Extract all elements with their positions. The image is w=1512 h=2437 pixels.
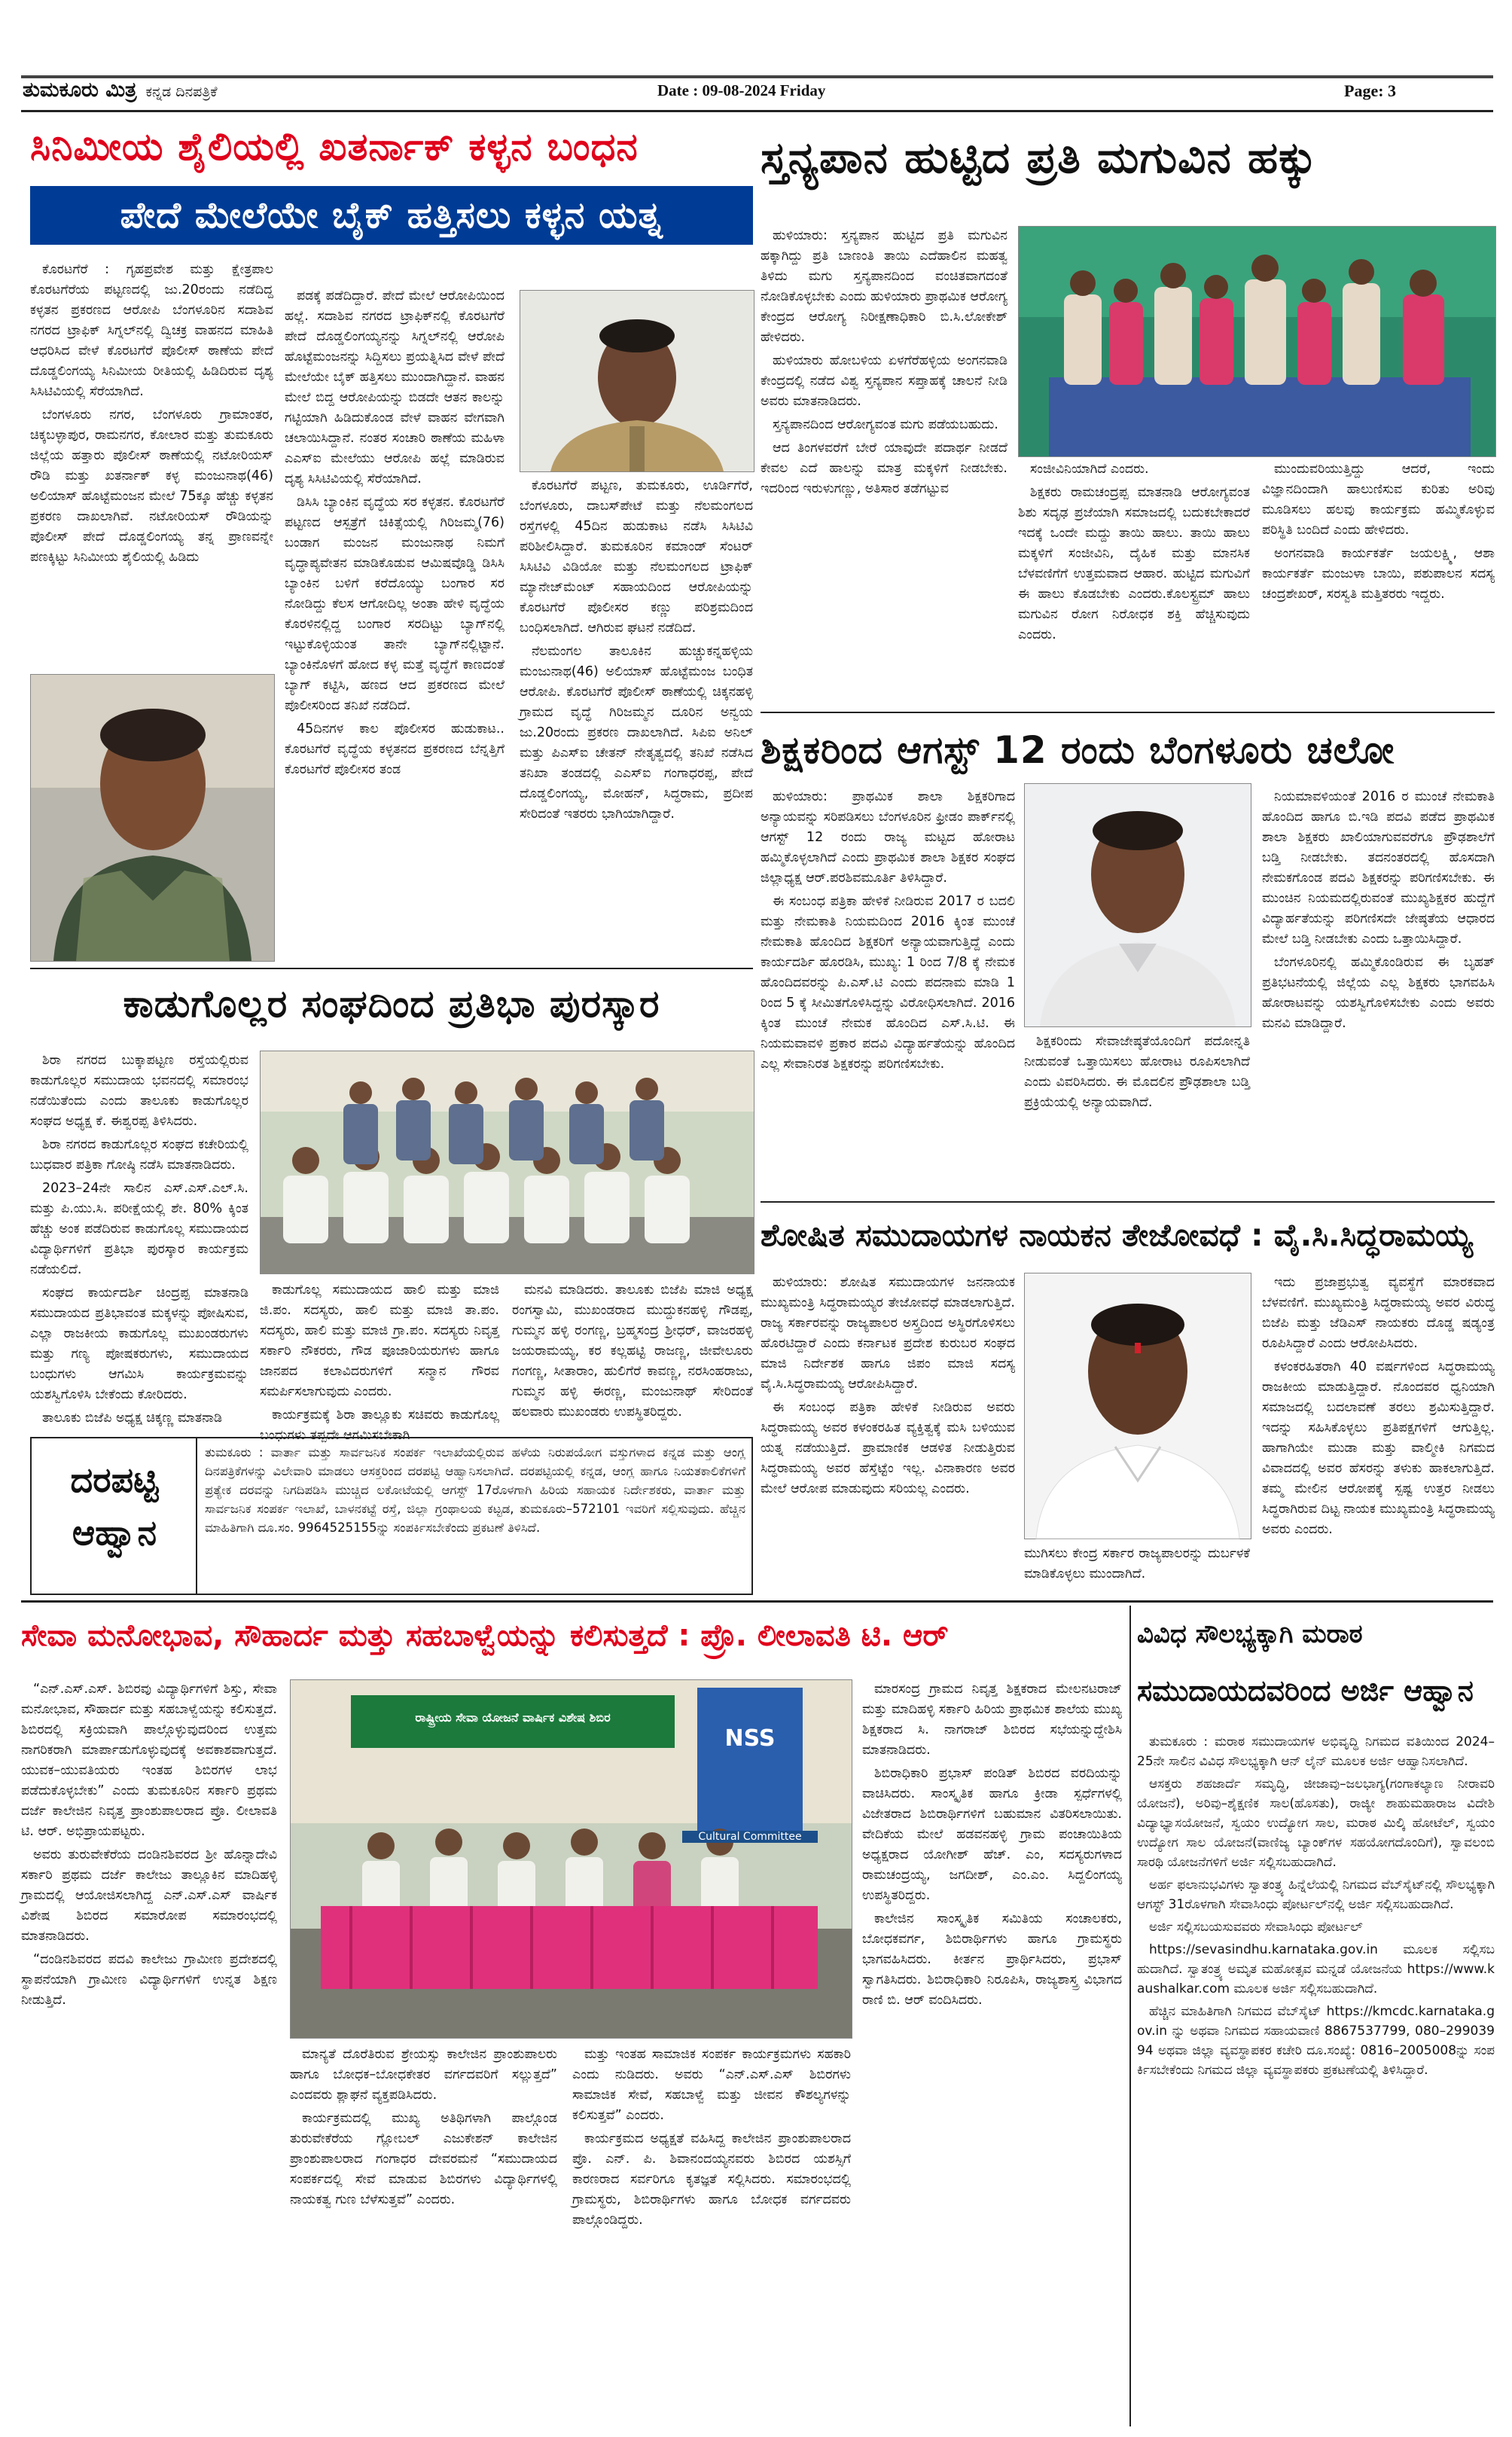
nss-poster-text: NSS: [724, 1725, 776, 1752]
article-breastfeeding-col3: ಮುಂದುವರಿಯುತ್ತಿದ್ದು ಆದರೆ, ಇಂದು ವಿಜ್ಞಾನದಿಂದಾಗಿ ಹಾಲುಣಿಸುವ ಕುರಿತು ಅರಿವು ಮೂಡಿಸಲು ಹಲವು ಕಾರ್ಯಕ್ರಮ ಹಮ್ಮಿಕೊಳ್ಳುವ ಪರಿಸ್ಥಿತಿ ಬಂದಿದೆ ಎಂದು ಹೇಳಿದರು. ಅಂಗನವಾಡಿ ಕಾರ್ಯಕರ್ತೆ ಜಯಲಕ್ಷ್ಮಿ, ಆಶಾ ಕಾರ್ಯಕರ್ತೆ ಮಂಜುಳಾ ಬಾಯಿ, ಪಶುಪಾಲನ ಸದಸ್ಯ ಚಂದ್ರಶೇಖರ್, ಸರಸ್ವತಿ ಮತ್ತಿತರರು ಇದ್ದರು.: [1262, 462, 1495, 602]
article-siddaramaiah-col1: ಹುಳಿಯಾರು: ಶೋಷಿತ ಸಮುದಾಯಗಳ ಜನನಾಯಕ ಮುಖ್ಯಮಂತ್ರಿ ಸಿದ್ಧರಾಮಯ್ಯರ ತೇಜೋವಧೆ ಮಾಡಲಾಗುತ್ತಿದೆ. ರಾಜ್ಯ ಸರ್ಕಾರವನ್ನು ರಾಜ್ಯಪಾಲರ ಅಸ್ತ್ರದಿಂದ ಅಸ್ಥಿರಗೊಳಿಸಲು ಹೊರಟಿದ್ದಾರೆ ಎಂದು ಕರ್ನಾಟಕ ಪ್ರದೇಶ ಕುರುಬರ ಸಂಘದ ಮಾಜಿ ನಿರ್ದೇಶಕ ಹಾಗೂ ಜಿಪಂ ಮಾಜಿ ಸದಸ್ಯ ವೈ.ಸಿ.ಸಿದ್ಧರಾಮಯ್ಯ ಆರೋಪಿಸಿದ್ದಾರೆ. ಈ ಸಂಬಂಧ ಪತ್ರಿಕಾ ಹೇಳಿಕೆ ನೀಡಿರುವ ಅವರು ಸಿದ್ಧರಾಮಯ್ಯ ಅವರ ಕಳಂಕರಹಿತ ವ್ಯಕ್ತಿತ್ವಕ್ಕೆ ಮಸಿ ಬಳಿಯುವ ಯತ್ನ ನಡೆಯುತ್ತಿದೆ. ಪ್ರಾಮಾಣಿಕ ಆಡಳಿತ ನೀಡುತ್ತಿರುವ ಸಿದ್ಧರಾಮಯ್ಯ ಅವರ ಹೆಸ್ತೆಟ್ಟೆಂ ಇಲ್ಲ. ವಿನಾಕಾರಣ ಅವರ ಮೇಲೆ ಆರೋಪ ಮಾಡುವುದು ಸರಿಯಲ್ಲ ಎಂದರು.: [761, 1275, 1015, 1496]
photo-caption-siddaramaiah: ಮುಗಿಸಲು ಕೇಂದ್ರ ಸರ್ಕಾರ ರಾಜ್ಯಪಾಲರನ್ನು ದುರ್ಬಳಕೆ ಮಾಡಿಕೊಳ್ಳಲು ಮುಂದಾಗಿದೆ.: [1024, 1546, 1250, 1581]
notice-text: ತುಮಕೂರು : ವಾರ್ತಾ ಮತ್ತು ಸಾರ್ವಜನಿಕ ಸಂಪರ್ಕ ಇಲಾಖೆಯಲ್ಲಿರುವ ಹಳೆಯ ನಿರುಪಯೋಗ ವಸ್ತುಗಳಾದ ಕನ್ನಡ ಮತ್ತು ಆಂಗ್ಲ ದಿನಪತ್ರಿಕೆಗಳನ್ನು ವಿಲೇವಾರಿ ಮಾಡಲು ಆಸಕ್ತರಿಂದ ದರಪಟ್ಟಿ ಆಹ್ವಾನಿಸಲಾಗಿದೆ. ದರಪಟ್ಟಿಯಲ್ಲಿ ಕನ್ನಡ, ಆಂಗ್ಲ ಹಾಗೂ ನಿಯತಕಾಲಿಕೆಗಳಿಗೆ ಪ್ರತ್ಯೇಕ ದರವನ್ನು ನಿಗದಿಪಡಿಸಿ ಮುಚ್ಚಿದ ಲಕೋಟೆಯಲ್ಲಿ ಆಗಸ್ಟ್ 17ರೊಳಗಾಗಿ ಹಿರಿಯ ಸಹಾಯಕ ನಿರ್ದೇಶಕರು, ವಾರ್ತಾ ಮತ್ತು ಸಾರ್ವಜನಿಕ ಸಂಪರ್ಕ ಇಲಾಖೆ, ಬಾಳನಕಟ್ಟೆ ರಸ್ತೆ, ಜಿಲ್ಲಾ ಗ್ರಂಥಾಲಯ ಕಟ್ಟಡ, ತುಮಕೂರು–572101 ಇವರಿಗೆ ಸಲ್ಲಿಸುವುದು. ಹೆಚ್ಚಿನ ಮಾಹಿತಿಗಾಗಿ ದೂ.ಸಂ. 9964525155ನ್ನು ಸಂಪರ್ಕಿಸಬೇಕೆಂದು ಪ್ರಕಟಣೆ ತಿಳಿಸಿದೆ.: [205, 1445, 745, 1535]
masthead-title: ತುಮಕೂರು ಮಿತ್ರ: [23, 78, 137, 102]
article-kadugolla-col2: ಕಾಡುಗೊಲ್ಲ ಸಮುದಾಯದ ಹಾಲಿ ಮತ್ತು ಮಾಜಿ ಜಿ.ಪಂ. ಸದಸ್ಯರು, ಹಾಲಿ ಮತ್ತು ಮಾಜಿ ತಾ.ಪಂ. ಸದಸ್ಯರು, ಹಾಲಿ ಮತ್ತು ಮಾಜಿ ಗ್ರಾ.ಪಂ. ಸದಸ್ಯರು ನಿವೃತ್ತ ಸರ್ಕಾರಿ ನೌಕರರು, ಗೌಡ ಪೂಜಾರಿಯರುಗಳು ಹಾಗೂ ಜಾನಪದ ಕಲಾವಿದರುಗಳಿಗೆ ಸನ್ಮಾನ ಗೌರವ ಸಮರ್ಪಿಸಲಾಗುವುದು ಎಂದರು. ಕಾರ್ಯಕ್ರಮಕ್ಕೆ ಶಿರಾ ತಾಲ್ಲೂಕು ಸಚಿವರು ಕಾಡುಗೊಲ್ಲ ಬಂಧುಗಳು ತಪ್ಪದೇ ಆಗಮಿಸಬೇಕಾಗಿ: [260, 1283, 499, 1443]
headline-maratha-line1: ವಿವಿಧ ಸೌಲಭ್ಯಕ್ಕಾಗಿ ಮರಾಠ: [1137, 1619, 1363, 1649]
article-nss-col4: ಮಾರಸಂದ್ರ ಗ್ರಾಮದ ನಿವೃತ್ತ ಶಿಕ್ಷಕರಾದ ಮೇಲನಟರಾಜ್ ಮತ್ತು ಮಾದಿಹಳ್ಳಿ ಸರ್ಕಾರಿ ಹಿರಿಯ ಪ್ರಾಥಮಿಕ ಶಾಲೆಯ ಮುಖ್ಯ ಶಿಕ್ಷಕರಾದ ಸಿ. ನಾಗರಾಜ್ ಶಿಬಿರದ ಸಭೆಯನ್ನುದ್ದೇಶಿಸಿ ಮಾತನಾಡಿದರು. ಶಿಬಿರಾಧಿಕಾರಿ ಪ್ರಭಾಸ್ ಪಂಡಿತ್ ಶಿಬಿರದ ವರದಿಯನ್ನು ವಾಚಿಸಿದರು. ಸಾಂಸ್ಕೃತಿಕ ಹಾಗೂ ಕ್ರೀಡಾ ಸ್ಪರ್ಧೆಗಳಲ್ಲಿ ವಿಜೇತರಾದ ಶಿಬಿರಾರ್ಥಿಗಳಿಗೆ ಬಹುಮಾನ ವಿತರಿಸಲಾಯಿತು. ವೇದಿಕೆಯ ಮೇಲೆ ಹಡವನಹಳ್ಳಿ ಗ್ರಾಮ ಪಂಚಾಯಿತಿಯ ಅಧ್ಯಕ್ಷರಾದ ಯೋಗೀಶ್ ಹೆಚ್. ಎಂ, ಸದಸ್ಯರುಗಳಾದ ರಾಮಚಂದ್ರಯ್ಯ, ಜಗದೀಶ್, ಎಂ.ಎಂ. ಸಿದ್ದಲಿಂಗಯ್ಯ ಉಪಸ್ಥಿತರಿದ್ದರು. ಕಾಲೇಜಿನ ಸಾಂಸ್ಕೃತಿಕ ಸಮಿತಿಯ ಸಂಚಾಲಕರು, ಬೋಧಕವರ್ಗ, ಶಿಬಿರಾರ್ಥಿಗಳು ಹಾಗೂ ಗ್ರಾಮಸ್ಥರು ಭಾಗವಹಿಸಿದರು. ಕೀರ್ತನ ಪ್ರಾರ್ಥಿಸಿದರು, ಪ್ರಭಾಸ್ ಸ್ವಾಗತಿಸಿದರು. ಶಿಬಿರಾಧಿಕಾರಿ ನಿರೂಪಿಸಿ, ರಾಜ್ಯಶಾಸ್ತ್ರ ವಿಭಾಗದ ರಾಣಿ ಬಿ. ಆರ್ ವಂದಿಸಿದರು.: [862, 1682, 1122, 2008]
photo-accused-manjunath: [30, 674, 275, 962]
subheadline-thief-bike: ಪೇದೆ ಮೇಲೆಯೇ ಬೈಕ್ ಹತ್ತಿಸಲು ಕಳ್ಳನ ಯತ್ನ: [120, 194, 663, 236]
headline-kadugolla-award: ಕಾಡುಗೊಲ್ಲರ ಸಂಘದಿಂದ ಪ್ರತಿಭಾ ಪುರಸ್ಕಾರ: [123, 982, 660, 1026]
article-teachers-col3: ನಿಯಮಾವಳಿಯಂತೆ 2016 ರ ಮುಂಚೆ ನೇಮಕಾತಿ ಹೊಂದಿದ ಹಾಗೂ ಬಿ.ಇಡಿ ಪದವಿ ಪಡೆದ ಪ್ರಾಥಮಿಕ ಶಾಲಾ ಶಿಕ್ಷಕರು ಖಾಲಿಯಾಗುವವರೆಗೂ ಪ್ರೌಢಶಾಲೆಗೆ ಬಡ್ತಿ ನೀಡಬೇಕು. ತದನಂತರದಲ್ಲಿ ಹೊಸದಾಗಿ ನೇಮಕಗೊಂಡ ಪದವಿ ಶಿಕ್ಷಕರನ್ನು ಪರಿಗಣಿಸಬೇಕು. ಈ ಮುಂಚಿನ ನಿಯಮದಲ್ಲಿರುವಂತೆ ಮುಖ್ಯಶಿಕ್ಷಕರ ಹುದ್ದೆಗೆ ವಿದ್ಯಾರ್ಹತೆಯನ್ನು ಪರಿಗಣಿಸದೇ ಜೇಷ್ಠತೆಯ ಆಧಾರದ ಮೇಲೆ ಬಡ್ತಿ ನೀಡಬೇಕು ಎಂದು ಒತ್ತಾಯಿಸಿದ್ದಾರೆ. ಬೆಂಗಳೂರಿನಲ್ಲಿ ಹಮ್ಮಿಕೊಂಡಿರುವ ಈ ಬೃಹತ್ ಪ್ರತಿಭಟನೆಯಲ್ಲಿ ಜಿಲ್ಲೆಯ ಎಲ್ಲ ಶಿಕ್ಷಕರು ಭಾಗವಹಿಸಿ ಹೋರಾಟವನ್ನು ಯಶಸ್ವಿಗೊಳಿಸಬೇಕು ಎಂದು ಅವರು ಮನವಿ ಮಾಡಿದ್ದಾರೆ.: [1262, 789, 1495, 1031]
article-nss-col1: “ಎನ್.ಎಸ್.ಎಸ್. ಶಿಬಿರವು ವಿದ್ಯಾರ್ಥಿಗಳಿಗೆ ಶಿಸ್ತು, ಸೇವಾ ಮನೋಭಾವ, ಸೌಹಾರ್ದ ಮತ್ತು ಸಹಬಾಳ್ವೆಯನ್ನು ಕಲಿಸುತ್ತದೆ. ಶಿಬಿರದಲ್ಲಿ ಸಕ್ರಿಯವಾಗಿ ಪಾಲ್ಗೊಳ್ಳುವುದರಿಂದ ಉತ್ತಮ ನಾಗರಿಕರಾಗಿ ಮಾರ್ಪಾಡುಗೊಳ್ಳುವುದಕ್ಕೆ ಅವಕಾಶವಾಗುತ್ತದೆ. ಯುವಕ–ಯುವತಿಯರು ಇಂತಹ ಶಿಬಿರಗಳ ಲಾಭ ಪಡೆದುಕೊಳ್ಳಬೇಕು” ಎಂದು ತುಮಕೂರಿನ ಸರ್ಕಾರಿ ಪ್ರಥಮ ದರ್ಜೆ ಕಾಲೇಜಿನ ನಿವೃತ್ತ ಪ್ರಾಂಶುಪಾಲರಾದ ಪ್ರೊ. ಲೀಲಾವತಿ ಟಿ. ಆರ್. ಅಭಿಪ್ರಾಯಪಟ್ಟರು. ಅವರು ತುರುವೇಕೆರೆಯ ದಂಡಿನಶಿವರದ ಶ್ರೀ ಹೊನ್ನಾದೇವಿ ಸರ್ಕಾರಿ ಪ್ರಥಮ ದರ್ಜೆ ಕಾಲೇಜು ತಾಲ್ಲೂಕಿನ ಮಾದಿಹಳ್ಳಿ ಗ್ರಾಮದಲ್ಲಿ ಆಯೋಜಿಸಲಾಗಿದ್ದ ಎನ್.ಎಸ್.ಎಸ್ ವಾರ್ಷಿಕ ವಿಶೇಷ ಶಿಬಿರದ ಸಮಾರೋಪ ಸಮಾರಂಭದಲ್ಲಿ ಮಾತನಾಡಿದರು. “ದಂಡಿನಶಿವರದ ಪದವಿ ಕಾಲೇಜು ಗ್ರಾಮೀಣ ಪ್ರದೇಶದಲ್ಲಿ ಸ್ಥಾಪನೆಯಾಗಿ ಗ್ರಾಮೀಣ ವಿದ್ಯಾರ್ಥಿಗಳಿಗೆ ಉನ್ನತ ಶಿಕ್ಷಣ ನೀಡುತ್ತಿದೆ.: [21, 1682, 277, 2008]
masthead-subtitle: ಕನ್ನಡ ದಿನಪತ್ರಿಕೆ: [145, 84, 218, 100]
photo-nss-camp: [290, 1679, 852, 2039]
photo-kadugolla-meeting: [260, 1051, 754, 1274]
photo-constable-doddalingaiah: [520, 290, 754, 472]
article-nss-col3: ಮತ್ತು ಇಂತಹ ಸಾಮಾಜಿಕ ಸಂಪರ್ಕ ಕಾರ್ಯಕ್ರಮಗಳು ಸಹಕಾರಿ ಎಂದು ನುಡಿದರು. ಅವರು “ಎನ್.ಎಸ್.ಎಸ್ ಶಿಬಿರಗಳು ಸಾಮಾಜಿಕ ಸೇವೆ, ಸಹಬಾಳ್ವೆ ಮತ್ತು ಜೀವನ ಕೌಶಲ್ಯಗಳನ್ನು ಕಲಿಸುತ್ತವೆ” ಎಂದರು. ಕಾರ್ಯಕ್ರಮದ ಅಧ್ಯಕ್ಷತೆ ವಹಿಸಿದ್ದ ಕಾಲೇಜಿನ ಪ್ರಾಂಶುಪಾಲರಾದ ಪ್ರೊ. ಎನ್. ಪಿ. ಶಿವಾನಂದಯ್ಯನವರು ಶಿಬಿರದ ಯಶಸ್ಸಿಗೆ ಕಾರಣರಾದ ಸರ್ವರಿಗೂ ಕೃತಜ್ಞತೆ ಸಲ್ಲಿಸಿದರು. ಸಮಾರಂಭದಲ್ಲಿ ಗ್ರಾಮಸ್ಥರು, ಶಿಬಿರಾರ್ಥಿಗಳು ಹಾಗೂ ಬೋಧಕ ವರ್ಗದವರು ಪಾಲ್ಗೊಂಡಿದ್ದರು.: [572, 2047, 851, 2228]
article-thief-col2: ಪಡಕ್ಕೆ ಪಡೆದಿದ್ದಾರೆ. ಪೇದೆ ಮೇಲೆ ಆರೋಪಿಯಿಂದ ಹಲ್ಲೆ. ಸದಾಶಿವ ನಗರದ ಟ್ರಾಫಿಕ್‌ನಲ್ಲಿ ಕೊರಟಗೆರೆ ಪೇದೆ ದೊಡ್ಡಲಿಂಗಯ್ಯನನ್ನು ಸಿಗ್ನಲ್‌ನಲ್ಲಿ ಆರೋಪಿ ಹೊಟ್ಟೆಮಂಜನನ್ನು ಸಿದ್ದಿಸಲು ಪ್ರಯತ್ನಿಸಿದ ವೇಳೆ ಪೇದೆ ಮೇಲೆಯೇ ಬೈಕ್ ಹತ್ತಿಸಲು ಮುಂದಾಗಿದ್ದಾನೆ. ವಾಹನ ಮೇಲೆ ಬಿದ್ದ ಆರೋಪಿಯನ್ನು ಬಿಡದೇ ಆತನ ಕಾಲನ್ನು ಗಟ್ಟಿಯಾಗಿ ಹಿಡಿದುಕೊಂಡ ವೇಳೆ ವಾಹನ ವೇಗವಾಗಿ ಚಲಾಯಿಸಿದ್ದಾನೆ. ನಂತರ ಸಂಚಾರಿ ಠಾಣೆಯ ಮಹಿಳಾ ಎಎಸ್ಐ ಮೇಲೆಯು ಆರೋಪಿ ಹಲ್ಲೆ ಮಾಡಿರುವ ದೃಶ್ಯ ಸಿಸಿಟಿವಿಯಲ್ಲಿ ಸೆರೆಯಾಗಿದೆ. ಡಿಸಿಸಿ ಬ್ಯಾಂಕಿನ ವೃದ್ಧೆಯ ಸರ ಕಳ್ಳತನ. ಕೊರಟಗೆರೆ ಪಟ್ಟಣದ ಆಸ್ಪತ್ರೆಗೆ ಚಿಕಿತ್ಸೆಯಲ್ಲಿ ಗಿರಿಜಮ್ಮ(76) ಬಂಡಾಗ ಮಂಜನ ಮಂಜುನಾಥ ನಿಮಗೆ ವೃದ್ಧಾಪ್ಯವೇತನ ಮಾಡಿಕೊಡುವ ಆಮಿಷವೊಡ್ಡಿ ಡಿಸಿಸಿ ಬ್ಯಾಂಕಿನ ಬಳಿಗೆ ಕರೆದೊಯ್ಯು ಬಂಗಾರ ಸರ ನೋಡಿದ್ದು ಕೆಲಸ ಆಗೋದಿಲ್ಲ ಅಂತಾ ಹೇಳಿ ವೃದ್ಧೆಯ ಕೊರಳಿನಲ್ಲಿದ್ದ ಬಂಗಾರ ಸರದಿಟ್ಟು ಬ್ಯಾಗ್‌ನಲ್ಲಿ ಇಟ್ಟುಕೊಳ್ಳಿಯಂತ ತಾನೇ ಬ್ಯಾಗ್‌ನಲ್ಲಿಟ್ಟಾನೆ. ಬ್ಯಾಂಕಿನೊಳಗೆ ಹೋದ ಕಳ್ಳ ಮತ್ತೆ ವೃದ್ಧೆಗೆ ಕಾಣದಂತೆ ಬ್ಯಾಗ್ ಕಟ್ಟಿಸಿ, ಹಣದ ಆದ ಪ್ರಕರಣದ ಮೇಲೆ ಪೊಲೀಸರಿಂದ ತನಿಖೆ ನಡೆದಿದೆ. 45ದಿನಗಳ ಕಾಲ ಪೊಲೀಸರ ಹುಡುಕಾಟ.. ಕೊರಟಗೆರೆ ವೃದ್ಧೆಯ ಕಳ್ಳತನದ ಪ್ರಕರಣದ ಬೆನ್ನತ್ತಿಗೆ ಕೊರಟಗೆರೆ ಪೊಲೀಸರ ತಂಡ: [285, 288, 505, 777]
article-siddaramaiah-col2: ಇದು ಪ್ರಜಾಪ್ರಭುತ್ವ ವ್ಯವಸ್ಥೆಗೆ ಮಾರಕವಾದ ಬೆಳವಣಿಗೆ. ಮುಖ್ಯಮಂತ್ರಿ ಸಿದ್ಧರಾಮಯ್ಯ ಅವರ ವಿರುದ್ಧ ಬಿಜೆಪಿ ಮತ್ತು ಜೆಡಿಎಸ್ ನಾಯಕರು ದೊಡ್ಡ ಷಡ್ಯಂತ್ರ ರೂಪಿಸಿದ್ದಾರೆ ಎಂದು ಆರೋಪಿಸಿದರು. ಕಳಂಕರಹಿತರಾಗಿ 40 ವರ್ಷಗಳಿಂದ ಸಿದ್ಧರಾಮಯ್ಯ ರಾಜಕೀಯ ಮಾಡುತ್ತಿದ್ದಾರೆ. ನೊಂದವರ ಧ್ವನಿಯಾಗಿ ಸಮಾಜದಲ್ಲಿ ಬದಲಾವಣೆ ತರಲು ಶ್ರಮಿಸುತ್ತಿದ್ದಾರೆ. ಇದನ್ನು ಸಹಿಸಿಕೊಳ್ಳಲು ಪ್ರತಿಪಕ್ಷಗಳಿಗೆ ಆಗುತ್ತಿಲ್ಲ. ಹಾಗಾಗಿಯೇ ಮುಡಾ ಮತ್ತು ವಾಲ್ಮೀಕಿ ನಿಗಮದ ವಿವಾದದಲ್ಲಿ ಅವರ ಹೆಸರನ್ನು ತಳುಕು ಹಾಕಲಾಗುತ್ತಿದೆ. ತಮ್ಮ ಮೇಲಿನ ಆರೋಪಕ್ಕೆ ಸ್ಪಷ್ಟ ಉತ್ತರ ನೀಡಲು ಸಿದ್ಧರಾಗಿರುವ ದಿಟ್ಟ ನಾಯಕ ಮುಖ್ಯಮಂತ್ರಿ ಸಿದ್ಧರಾಮಯ್ಯ ಅವರು ಎಂದರು.: [1262, 1275, 1495, 1537]
article-maratha-body: ತುಮಕೂರು : ಮರಾಠ ಸಮುದಾಯಗಳ ಅಭಿವೃದ್ಧಿ ನಿಗಮದ ವತಿಯಿಂದ 2024–25ನೇ ಸಾಲಿನ ವಿವಿಧ ಸೌಲಭ್ಯಕ್ಕಾಗಿ ಆನ್ ಲೈನ್ ಮೂಲಕ ಅರ್ಜಿ ಆಹ್ವಾನಿಸಲಾಗಿದೆ. ಆಸಕ್ತರು ಶಹಜಾರ್ದೆ ಸಮೃದ್ಧಿ, ಜೀಜಾವು–ಜಲಭಾಗ್ಯ(ಗಂಗಾಕಲ್ಯಾಣ ನೀರಾವರಿ ಯೋಜನೆ), ಅರಿವು–ಶೈಕ್ಷಣಿಕ ಸಾಲ(ಹೊಸತು), ರಾಜ್ಯೀ ಶಾಹುಮಹಾರಾಜ ವಿದೇಶಿ ವಿದ್ಯಾಭ್ಯಾಸಯೋಜನೆ, ಸ್ವಯಂ ಉದ್ಯೋಗ ಸಾಲ, ಮರಾಠ ಮಿಲ್ಕಿ ಹೋಟೆಲ್, ಸ್ವಯಂ ಉದ್ಯೋಗ ಸಾಲ ಯೋಜನೆ(ವಾಣಿಜ್ಯ ಬ್ಯಾಂಕ್‌ಗಳ ಸಹಯೋಗದೊಂದಿಗೆ), ಸ್ವಾವಲಂಬಿ ಸಾರಥಿ ಯೋಜನೆಗಳಿಗೆ ಅರ್ಜಿ ಸಲ್ಲಿಸಬಹುದಾಗಿದೆ. ಅರ್ಹ ಫಲಾನುಭವಿಗಳು ಸ್ವಾತಂತ್ರ್ಯ ಹಿನ್ನೆಲೆಯಲ್ಲಿ ನಿಗಮದ ವೆಬ್‌ಸೈಟ್‌ನಲ್ಲಿ ಸೌಲಭ್ಯಕ್ಕಾಗಿ ಆಗಸ್ಟ್ 31ರೊಳಗಾಗಿ ಸೇವಾಸಿಂಧು ಪೋರ್ಟಲ್‌ನಲ್ಲಿ ಅರ್ಜಿ ಸಲ್ಲಿಸಬಹುದಾಗಿದೆ. ಅರ್ಜಿ ಸಲ್ಲಿಸಬಯಸುವವರು ಸೇವಾಸಿಂಧು ಪೋರ್ಟಲ್ https://sevasindhu.karnataka.gov.in ಮೂಲಕ ಸಲ್ಲಿಸಬಹುದಾಗಿದೆ. ಸ್ವಾತಂತ್ರ್ಯ ಅಮೃತ ಮಹೋತ್ಸವ ಮನ್ನಡೆ ಯೋಜನೆಯ https://www.kaushalkar.com ಮೂಲಕ ಅರ್ಜಿ ಸಲ್ಲಿಸಬಹುದಾಗಿದೆ. ಹೆಚ್ಚಿನ ಮಾಹಿತಿಗಾಗಿ ನಿಗಮದ ವೆಬ್‌ಸೈಟ್ https://kmcdc.karnataka.gov.in ನ್ನು ಅಥವಾ ನಿಗಮದ ಸಹಾಯವಾಣಿ 8867537799, 080–29903994 ಅಥವಾ ಜಿಲ್ಲಾ ವ್ಯವಸ್ಥಾಪಕರ ಕಚೇರಿ ದೂ.ಸಂಖ್ಯೆ: 0816–2005008ನ್ನು ಸಂಪರ್ಕಿಸಬೇಕೆಂದು ನಿಗಮದ ಜಿಲ್ಲಾ ವ್ಯವಸ್ಥಾಪಕರು ಪ್ರಕಟಣೆಯಲ್ಲಿ ತಿಳಿಸಿದ್ದಾರೆ.: [1137, 1734, 1495, 2078]
headline-breastfeeding: ಸ್ತನ್ಯಪಾನ ಹುಟ್ಟಿದ ಪ್ರತಿ ಮಗುವಿನ ಹಕ್ಕು: [761, 132, 1318, 183]
headline-siddaramaiah: ಶೋಷಿತ ಸಮುದಾಯಗಳ ನಾಯಕನ ತೇಜೋವಧೆ : ವೈ.ಸಿ.ಸಿದ್ಧರಾಮಯ್ಯ: [761, 1217, 1473, 1253]
article-thief-col1: ಕೊರಟಗೆರೆ : ಗೃಹಪ್ರವೇಶ ಮತ್ತು ಕ್ಷೇತ್ರಪಾಲ ಕೊರಟಗೆರೆಯ ಪಟ್ಟಣದಲ್ಲಿ ಜು.20ರಂದು ನಡೆದಿದ್ದ ಕಳ್ಳತನ ಪ್ರಕರಣದ ಆರೋಪಿ ಬೆಂಗಳೂರಿನ ಸದಾಶಿವ ನಗರದ ಟ್ರಾಫಿಕ್ ಸಿಗ್ನಲ್‌ನಲ್ಲಿ ದ್ವಿಚಕ್ರ ವಾಹನದ ಮಾಹಿತಿ ಆಧರಿಸಿದ ವೇಳೆ ಕೊರಟಗೆರೆ ಪೊಲೀಸ್ ಠಾಣೆಯ ಪೇದೆ ದೊಡ್ಡಲಿಂಗಯ್ಯ ಸಿನಿಮೀಯ ರೀತಿಯಲ್ಲಿ ಹಿಡಿದಿರುವ ದೃಶ್ಯ ಸಿಸಿಟಿವಿಯಲ್ಲಿ ಸೆರೆಯಾಗಿದೆ. ಬೆಂಗಳೂರು ನಗರ, ಬೆಂಗಳೂರು ಗ್ರಾಮಾಂತರ, ಚಿಕ್ಕಬಳ್ಳಾಪುರ, ರಾಮನಗರ, ಕೋಲಾರ ಮತ್ತು ತುಮಕೂರು ಜಿಲ್ಲೆಯ ಹತ್ತಾರು ಪೊಲೀಸ್ ಠಾಣೆಯಲ್ಲಿ ನಟೋರಿಯಸ್ ರೌಡಿ ಮತ್ತು ಖತರ್ನಾಕ್ ಕಳ್ಳ ಮಂಜುನಾಥ(46) ಅಲಿಯಾಸ್ ಹೊಟ್ಟೆಮಂಜನ ಮೇಲೆ 75ಕ್ಕೂ ಹೆಚ್ಚು ಕಳ್ಳತನ ಪ್ರಕರಣ ದಾಖಲಾಗಿವೆ. ನಟೋರಿಯಸ್ ರೌಡಿಯನ್ನು ಪೊಲೀಸ್ ಪೇದೆ ದೊಡ್ಡಲಿಂಗಯ್ಯ ತನ್ನ ಪ್ರಾಣವನ್ನೇ ಪಣಕ್ಕಿಟ್ಟು ಸಿನಿಮೀಯ ಶೈಲಿಯಲ್ಲಿ ಹಿಡಿದು: [30, 262, 273, 565]
headline-teachers-chalo: ಶಿಕ್ಷಕರಿಂದ ಆಗಸ್ಟ್ 12 ರಂದು ಬೆಂಗಳೂರು ಚಲೋ: [761, 728, 1395, 772]
headline-thief-arrest: ಸಿನಿಮೀಯ ಶೈಲಿಯಲ್ಲಿ ಖತರ್ನಾಕ್ ಕಳ್ಳನ ಬಂಧನ: [30, 125, 639, 169]
masthead-logo: [23, 78, 218, 108]
notice-title: ದರಪಟ್ಟಿ ಆಹ್ವಾನ: [70, 1459, 159, 1553]
notice-box-darapatti: [30, 1437, 753, 1595]
article-kadugolla-col1: ಶಿರಾ ನಗರದ ಬುಕ್ಕಾಪಟ್ಟಣ ರಸ್ತೆಯಲ್ಲಿರುವ ಕಾಡುಗೊಲ್ಲರ ಸಮುದಾಯ ಭವನದಲ್ಲಿ ಸಮಾರಂಭ ನಡೆಯಿತೆಂದು ಎಂದು ತಾಲೂಕು ಕಾಡುಗೊಲ್ಲರ ಸಂಘದ ಅಧ್ಯಕ್ಷ ಕೆ. ಈಶ್ವರಪ್ಪ ತಿಳಿಸಿದರು. ಶಿರಾ ನಗರದ ಕಾಡುಗೊಲ್ಲರ ಸಂಘದ ಕಚೇರಿಯಲ್ಲಿ ಬುಧವಾರ ಪತ್ರಿಕಾ ಗೋಷ್ಠಿ ನಡೆಸಿ ಮಾತನಾಡಿದರು. 2023–24ನೇ ಸಾಲಿನ ಎಸ್.ಎಸ್.ಎಲ್.ಸಿ. ಮತ್ತು ಪಿ.ಯು.ಸಿ. ಪರೀಕ್ಷೆಯಲ್ಲಿ ಶೇ. 80% ಕ್ಕಿಂತ ಹೆಚ್ಚು ಅಂಕ ಪಡೆದಿರುವ ಕಾಡುಗೊಲ್ಲ ಸಮುದಾಯದ ವಿದ್ಯಾರ್ಥಿಗಳಿಗೆ ಪ್ರತಿಭಾ ಪುರಸ್ಕಾರ ಕಾರ್ಯಕ್ರಮ ನಡೆಯಲಿದೆ. ಸಂಘದ ಕಾರ್ಯದರ್ಶಿ ಚಿಂದ್ರಪ್ಪ ಮಾತನಾಡಿ ಸಮುದಾಯದ ಪ್ರತಿಭಾವಂತ ಮಕ್ಕಳನ್ನು ಪೋಷಿಸುವ, ಎಲ್ಲಾ ರಾಜಕೀಯ ಕಾಡುಗೊಲ್ಲ ಮುಖಂಡರುಗಳು ಮತ್ತು ಗಣ್ಯ ಪೋಷಕರುಗಳು, ಸಮುದಾಯದ ಬಂಧುಗಳು ಆಗಮಿಸಿ ಕಾರ್ಯಕ್ರಮವನ್ನು ಯಶಸ್ವಿಗೊಳಿಸಿ ಬೇಕೆಂದು ಕೋರಿದರು. ತಾಲೂಕು ಬಿಜೆಪಿ ಅಧ್ಯಕ್ಷ ಚಿಕ್ಕಣ್ಣ ಮಾತನಾಡಿ: [30, 1053, 248, 1426]
issue-date: Date : 09-08-2024 Friday: [657, 81, 826, 99]
subheadline-bar: [30, 186, 753, 245]
nss-banner-text: ರಾಷ್ಟ್ರೀಯ ಸೇವಾ ಯೋಜನೆ ವಾರ್ಷಿಕ ವಿಶೇಷ ಶಿಬಿರ: [415, 1710, 611, 1725]
article-thief-col3: ಕೊರಟಗೆರೆ ಪಟ್ಟಣ, ತುಮಕೂರು, ಊರ್ಡಿಗೆರೆ, ಬೆಂಗಳೂರು, ದಾಬಸ್‌ಪೇಟೆ ಮತ್ತು ನೆಲಮಂಗಲದ ರಸ್ತೆಗಳಲ್ಲಿ 45ದಿನ ಹುಡುಕಾಟ ನಡೆಸಿ ಸಿಸಿಟಿವಿ ಪರಿಶೀಲಿಸಿದ್ದಾರೆ. ತುಮಕೂರಿನ ಕಮಾಂಡ್ ಸೆಂಟರ್ ಸಿಸಿಟಿವಿ ವಿಡಿಯೋ ಮತ್ತು ನೆಲಮಂಗಲದ ಟ್ರಾಫಿಕ್ ಮ್ಯಾನೇಜ್‌ಮೆಂಟ್ ಸಹಾಯದಿಂದ ಆರೋಪಿಯನ್ನು ಕೊರಟಗೆರೆ ಪೊಲೀಸರ ಕಣ್ಣು ಪರಿಶ್ರಮದಿಂದ ಬಂಧಿಸಲಾಗಿದೆ. ಆಗಿರುವ ಘಟನೆ ನಡೆದಿದೆ. ನೆಲಮಂಗಲ ತಾಲೂಕಿನ ಹುಚ್ಚುಕನ್ನಹಳ್ಳಿಯ ಮಂಜುನಾಥ(46) ಅಲಿಯಾಸ್ ಹೊಟ್ಟೆಮಂಜ ಬಂಧಿತ ಆರೋಪಿ. ಕೊರಟಗೆರೆ ಪೊಲೀಸ್ ಠಾಣೆಯಲ್ಲಿ ಚಿಕ್ಕನಹಳ್ಳಿ ಗ್ರಾಮದ ವೃದ್ಧೆ ಗಿರಿಜಮ್ಮನ ದೂರಿನ ಅನ್ವಯ ಜು.20ರಂದು ಪ್ರಕರಣ ದಾಖಲಾಗಿದೆ. ಸಿಪಿಐ ಅನಿಲ್ ಮತ್ತು ಪಿಎಸ್ಐ ಚೇತನ್ ನೇತೃತ್ವದಲ್ಲಿ ತನಿಖೆ ನಡೆಸಿದ ತನಿಖಾ ತಂಡದಲ್ಲಿ ಎಎಸ್ಐ ಗಂಗಾಧರಪ್ಪ, ಪೇದೆ ದೊಡ್ಡಲಿಂಗಯ್ಯ, ಮೋಹನ್, ಸಿದ್ಧರಾಮ, ಪ್ರದೀಪ ಸೇರಿದಂತೆ ಇತರರು ಭಾಗಿಯಾಗಿದ್ದಾರೆ.: [520, 478, 753, 822]
article-breastfeeding-col1: ಹುಳಿಯಾರು: ಸ್ತನ್ಯಪಾನ ಹುಟ್ಟಿದ ಪ್ರತಿ ಮಗುವಿನ ಹಕ್ಕಾಗಿದ್ದು ಪ್ರತಿ ಬಾಣಂತಿ ತಾಯಿ ಎದೆಹಾಲಿನ ಮಹತ್ವ ತಿಳಿದು ಮಗು ಸ್ತನ್ಯಪಾನದಿಂದ ವಂಚಿತವಾಗದಂತೆ ನೋಡಿಕೊಳ್ಳಬೇಕು ಎಂದು ಹುಳಿಯಾರು ಪ್ರಾಥಮಿಕ ಆರೋಗ್ಯ ಕೇಂದ್ರದ ಆರೋಗ್ಯ ನಿರೀಕ್ಷಣಾಧಿಕಾರಿ ಬಿ.ಸಿ.ಲೋಕೇಶ್ ಹೇಳಿದರು. ಹುಳಿಯಾರು ಹೋಬಳಿಯ ಏಳಗೆರೆಹಳ್ಳಿಯ ಅಂಗನವಾಡಿ ಕೇಂದ್ರದಲ್ಲಿ ನಡೆದ ವಿಶ್ವ ಸ್ತನ್ಯಪಾನ ಸಪ್ತಾಹಕ್ಕೆ ಚಾಲನೆ ನೀಡಿ ಅವರು ಮಾತನಾಡಿದರು. ಸ್ತನ್ಯಪಾನದಿಂದ ಆರೋಗ್ಯವಂತ ಮಗು ಪಡೆಯಬಹುದು. ಆದ ತಿಂಗಳವರೆಗೆ ಬೇರೆ ಯಾವುದೇ ಪದಾರ್ಥ ನೀಡದೆ ಕೇವಲ ಎದೆ ಹಾಲನ್ನು ಮಾತ್ರ ಮಕ್ಕಳಿಗೆ ನೀಡಬೇಕು. ಇದರಿಂದ ಇರುಳುಗಣ್ಣು, ಅತಿಸಾರ ತಡೆಗಟ್ಟುವ: [761, 228, 1007, 496]
article-breastfeeding-col2: ಸಂಜೀವಿನಿಯಾಗಿದೆ ಎಂದರು. ಶಿಕ್ಷಕರು ರಾಮಚಂದ್ರಪ್ಪ ಮಾತನಾಡಿ ಆರೋಗ್ಯವಂತ ಶಿಶು ಸದೃಢ ಪ್ರಜೆಯಾಗಿ ಸಮಾಜದಲ್ಲಿ ಬದುಕಬೇಕಾದರೆ ಇದಕ್ಕೆ ಒಂದೇ ಮದ್ದು ತಾಯಿ ಹಾಲು. ತಾಯಿ ಹಾಲು ಮಕ್ಕಳಿಗೆ ಸಂಜೀವಿನಿ, ದೈಹಿಕ ಮತ್ತು ಮಾನಸಿಕ ಬೆಳವಣಿಗೆಗೆ ಉತ್ತಮವಾದ ಆಹಾರ. ಹುಟ್ಟಿದ ಮಗುವಿಗೆ ಈ ಹಾಲು ಕೊಡಬೇಕು ಎಂದರು.ಕೊಲಸ್ಟ್ರಮ್ ಹಾಲು ಮಗುವಿನ ರೋಗ ನಿರೋಧಕ ಶಕ್ತಿ ಹೆಚ್ಚಿಸುವುದು ಎಂದರು.: [1018, 462, 1250, 642]
headline-maratha-line2: ಸಮುದಾಯದವರಿಂದ ಅರ್ಜಿ ಆಹ್ವಾನ: [1137, 1674, 1474, 1707]
page-number: Page: 3: [1344, 81, 1397, 100]
article-teachers-col1: ಹುಳಿಯಾರು: ಪ್ರಾಥಮಿಕ ಶಾಲಾ ಶಿಕ್ಷಕರಿಗಾದ ಅನ್ಯಾಯವನ್ನು ಸರಿಪಡಿಸಲು ಬೆಂಗಳೂರಿನ ಫ್ರೀಡಂ ಪಾರ್ಕ್‌ನಲ್ಲಿ ಆಗಸ್ಟ್ 12 ರಂದು ರಾಜ್ಯ ಮಟ್ಟದ ಹೋರಾಟ ಹಮ್ಮಿಕೊಳ್ಳಲಾಗಿದೆ ಎಂದು ಪ್ರಾಥಮಿಕ ಶಾಲಾ ಶಿಕ್ಷಕರ ಸಂಘದ ಜಿಲ್ಲಾಧ್ಯಕ್ಷ ಆರ್.ಪರಶಿವಮೂರ್ತಿ ತಿಳಿಸಿದ್ದಾರೆ. ಈ ಸಂಬಂಧ ಪತ್ರಿಕಾ ಹೇಳಿಕೆ ನೀಡಿರುವ 2017 ರ ಬದಲಿ ಮತ್ತು ನೇಮಕಾತಿ ನಿಯಮದಿಂದ 2016 ಕ್ಕಿಂತ ಮುಂಚೆ ನೇಮಕಾತಿ ಹೊಂದಿದ ಶಿಕ್ಷಕರಿಗೆ ಅನ್ಯಾಯವಾಗುತ್ತಿದ್ದೆ ಎಂದು ಕಾರ್ಯದರ್ಶಿ ಹೊರಡಿಸಿ, ಮುಖ್ಯ: 1 ರಿಂದ 7/8 ಕ್ಕೆ ನೇಮಕ ಹೊಂದಿದವರನ್ನು ಪಿ.ಎಸ್.ಟಿ ಎಂದು ಪದನಾಮ ಮಾಡಿ 1 ರಿಂದ 5 ಕ್ಕೆ ಸೀಮಿತಗೊಳಿಸಿದ್ದನ್ನು ವಿರೋಧಿಸಲಾಗಿದೆ. 2016 ಕ್ಕಿಂತ ಮುಂಚೆ ನೇಮಕ ಹೊಂದಿದ ಎಸ್.ಸಿ.ಟಿ. ಈ ನಿಯಮವಾವಳಿ ಪ್ರಕಾರ ಪದವಿ ವಿದ್ಯಾರ್ಹತೆಯನ್ನು ಹೊಂದಿದ ಎಲ್ಲ ಸೇವಾನಿರತ ಶಿಕ್ಷಕರನ್ನು ಪರಿಗಣಿಸಬೇಕು.: [761, 789, 1015, 1072]
photo-teachers-leader: [1024, 783, 1251, 1027]
photo-yc-siddaramaiah: [1024, 1273, 1251, 1539]
stage-sign-text: Cultural Committee: [682, 1831, 818, 1843]
headline-nss-leelavathi: ಸೇವಾ ಮನೋಭಾವ, ಸೌಹಾರ್ದ ಮತ್ತು ಸಹಬಾಳ್ವೆಯನ್ನು ಕಲಿಸುತ್ತದೆ : ಪ್ರೊ. ಲೀಲಾವತಿ ಟಿ. ಆರ್: [21, 1618, 949, 1653]
article-nss-col2: ಮಾನ್ಯತೆ ದೊರೆತಿರುವ ಶ್ರೇಯಸ್ಸು ಕಾಲೇಜಿನ ಪ್ರಾಂಶುಪಾಲರು ಹಾಗೂ ಬೋಧಕ–ಬೋಧಕೇತರ ವರ್ಗದವರಿಗೆ ಸಲ್ಲುತ್ತದೆ” ಎಂದವರು ಶ್ಲಾಘನೆ ವ್ಯಕ್ತಪಡಿಸಿದರು. ಕಾರ್ಯಕ್ರಮದಲ್ಲಿ ಮುಖ್ಯ ಅತಿಥಿಗಳಾಗಿ ಪಾಲ್ಗೊಂಡ ತುರುವೇಕೆರೆಯ ಗ್ಲೋಬಲ್ ಎಜುಕೇಶನ್ ಕಾಲೇಜಿನ ಪ್ರಾಂಶುಪಾಲರಾದ ಗಂಗಾಧರ ದೇವರಮನೆ “ಸಮುದಾಯದ ಸಂಪರ್ಕದಲ್ಲಿ ಸೇವೆ ಮಾಡುವ ಶಿಬಿರಗಳು ವಿದ್ಯಾರ್ಥಿಗಳಲ್ಲಿ ನಾಯಕತ್ವ ಗುಣ ಬೆಳೆಸುತ್ತವೆ” ಎಂದರು.: [290, 2047, 557, 2207]
article-kadugolla-col3: ಮನವಿ ಮಾಡಿದರು. ತಾಲೂಕು ಬಿಜೆಪಿ ಮಾಜಿ ಅಧ್ಯಕ್ಷ ರಂಗಸ್ವಾಮಿ, ಮುಖಂಡರಾದ ಮುದ್ದುಕನಹಳ್ಳಿ ಗೌಡಪ್ಪ, ಗುಮ್ಮನ ಹಳ್ಳಿ ರಂಗಣ್ಣ, ಬ್ರಹ್ಮಸಂದ್ರ ಶ್ರೀಧರ್, ವಾಜರಹಳ್ಳಿ ಜಯರಾಮಯ್ಯ, ಕರ ಕಲ್ಲಹಟ್ಟಿ ರಾಜಣ್ಣ, ಜೀವೇಲೂರು ಗಂಗಣ್ಣ, ಸೀತಾರಾಂ, ಹುಲಿಗೆರೆ ಕಾವಣ್ಣ, ನರಸಿಂಹರಾಜು, ಗುಮ್ಮನ ಹಳ್ಳಿ ಈರಣ್ಣ, ಮಂಜುನಾಥ್ ಸೇರಿದಂತೆ ಹಲವಾರು ಮುಖಂಡರು ಉಪಸ್ಥಿತರಿದ್ದರು.: [512, 1283, 753, 1420]
photo-breastfeeding-event: [1018, 226, 1496, 457]
article-teachers-col2: ಶಿಕ್ಷಕರಿಂದು ಸೇವಾಜೇಷ್ಠತೆಯೊಂದಿಗೆ ಪದೋನ್ನತಿ ನೀಡುವಂತೆ ಒತ್ತಾಯಿಸಲು ಹೋರಾಟ ರೂಪಿಸಲಾಗಿದೆ ಎಂದು ವಿವರಿಸಿದರು. ಈ ಮೊದಲಿನ ಪ್ರೌಢಶಾಲಾ ಬಡ್ತಿ ಪ್ರಕ್ರಿಯೆಯಲ್ಲಿ ಅನ್ಯಾಯವಾಗಿದೆ.: [1024, 1034, 1250, 1110]
